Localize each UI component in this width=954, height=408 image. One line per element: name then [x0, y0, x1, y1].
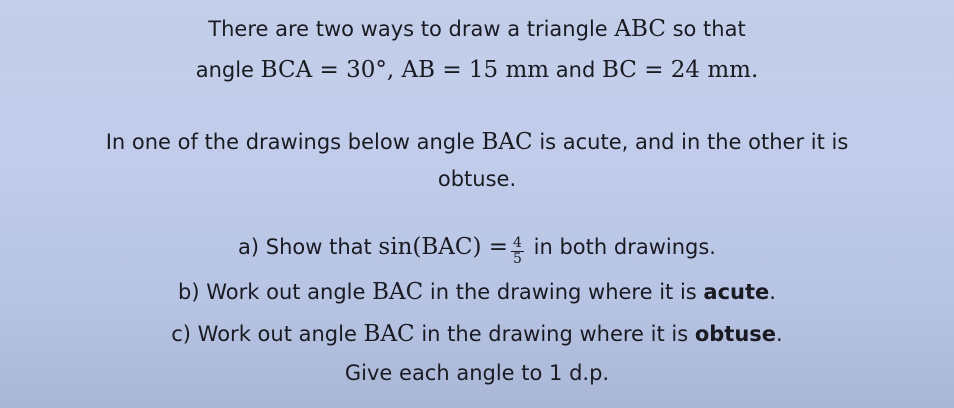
part-c-period: . [776, 322, 783, 346]
part-c-label: c) Work out angle [171, 322, 364, 346]
given-angle-and-side: BCA = 30°, AB = 15 mm [260, 57, 550, 83]
intro-line-1 [0, 15, 954, 43]
triangle-name: ABC [614, 16, 666, 42]
part-b-text: in the drawing where it is [423, 280, 704, 304]
given-side-bc: BC = 24 mm. [601, 57, 759, 83]
fraction-denominator: 5 [513, 251, 522, 267]
part-c-text: in the drawing where it is [414, 322, 695, 346]
obtuse-keyword: obtuse [694, 322, 777, 346]
part-b-angle: BAC [372, 279, 424, 305]
intro-line-2 [0, 56, 954, 84]
intro-text: There are two ways to draw a triangle [208, 17, 615, 41]
part-c [0, 320, 954, 348]
paragraph-text: In one of the drawings below angle [105, 130, 482, 154]
paragraph-text-end: is acute, and in the other it is [532, 130, 849, 154]
acute-keyword: acute [703, 280, 770, 304]
angle-bac: BAC [481, 129, 533, 155]
fraction-four-fifths [511, 236, 524, 267]
sine-expression: sin(BAC) = [378, 234, 509, 260]
rounding-instruction: Give each angle to 1 d.p. [344, 361, 610, 385]
paragraph-obtuse: obtuse. [437, 167, 517, 191]
part-c-angle: BAC [363, 321, 415, 347]
footer-instruction [0, 359, 954, 387]
part-b-period: . [769, 280, 776, 304]
intro-text-end: so that [665, 17, 746, 41]
paragraph-line-1 [0, 128, 954, 156]
intro-conjunction: and [549, 58, 602, 82]
part-a [0, 233, 954, 267]
paragraph-line-2 [0, 165, 954, 193]
fraction-numerator: 4 [513, 235, 522, 251]
part-b-label: b) Work out angle [178, 280, 373, 304]
intro-angle-label: angle [195, 58, 261, 82]
part-a-end: in both drawings. [526, 235, 716, 259]
part-a-label: a) Show that [238, 235, 379, 259]
part-b [0, 278, 954, 306]
